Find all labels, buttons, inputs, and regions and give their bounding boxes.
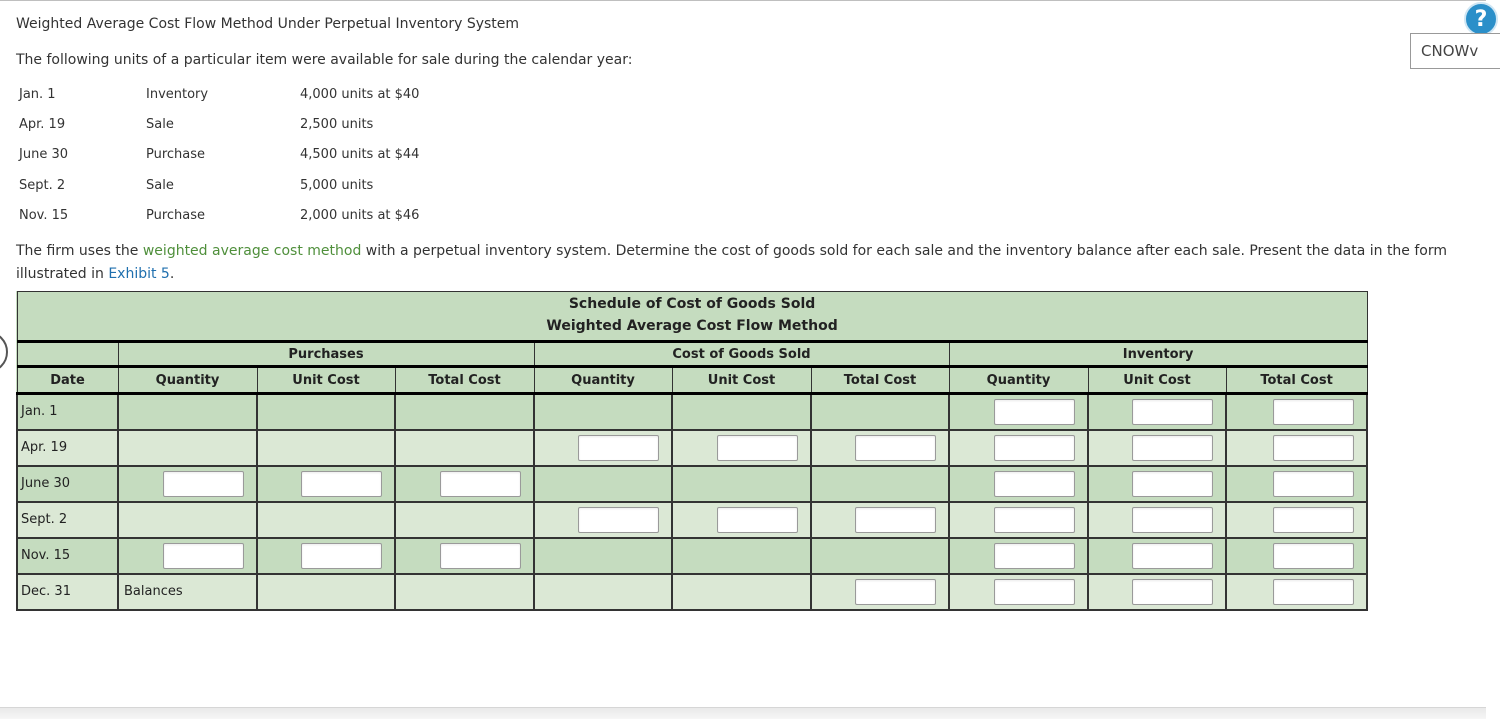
schedule-subtitle: Weighted Average Cost Flow Method (546, 318, 838, 334)
jan1-inventory-unit-cost-input[interactable] (1132, 399, 1213, 425)
apr19-cogs-quantity-input[interactable] (578, 435, 659, 461)
empty-cell (118, 430, 257, 466)
cogs-schedule-table (16, 291, 1368, 611)
empty-cell (672, 466, 811, 502)
cogs-group-header: Cost of Goods Sold (534, 342, 949, 367)
sep2-cogs-total-cost-input[interactable] (855, 507, 936, 533)
table-row (17, 538, 1367, 574)
sep2-inventory-unit-cost-input[interactable] (1132, 507, 1213, 533)
empty-cell (395, 502, 534, 538)
empty-cell (534, 538, 672, 574)
transaction-date: Apr. 19 (19, 117, 66, 132)
empty-cell (395, 394, 534, 430)
column-header-date: Date (17, 367, 118, 394)
empty-cell (395, 574, 534, 610)
problem-intro: The following units of a particular item were available for sale during the calendar year: (16, 52, 633, 68)
instructions-text (16, 240, 1482, 286)
dec31-inventory-quantity-input[interactable] (994, 579, 1075, 605)
instructions-part2: with a perpetual inventory system. Determine the cost of goods sold for each sale and the inventory balance after each sale. Present the data in the form illustrated in (16, 243, 1448, 282)
column-header-cogs-quantity: Quantity (534, 367, 672, 394)
nav-circle-icon[interactable] (0, 331, 8, 373)
empty-cell (534, 574, 672, 610)
table-row (17, 502, 1367, 538)
transaction-detail: 5,000 units (300, 178, 374, 193)
transaction-date: Sept. 2 (19, 178, 66, 193)
schedule-title-row (17, 292, 1367, 342)
dec31-inventory-total-cost-input[interactable] (1273, 579, 1354, 605)
problem-title: Weighted Average Cost Flow Method Under Perpetual Inventory System (16, 16, 520, 32)
table-row (17, 430, 1367, 466)
balances-label: Balances (118, 574, 257, 610)
row-date: Dec. 31 (17, 574, 118, 610)
schedule-title: Schedule of Cost of Goods Sold (568, 296, 816, 312)
row-date: Apr. 19 (17, 430, 118, 466)
column-header-inventory-quantity: Quantity (949, 367, 1088, 394)
group-header-empty (17, 342, 118, 367)
table-row (17, 394, 1367, 430)
empty-cell (257, 430, 395, 466)
column-header-purchases-quantity: Quantity (118, 367, 257, 394)
nov15-purchases-unit-cost-input[interactable] (301, 543, 382, 569)
table-row (17, 466, 1367, 502)
row-date: June 30 (17, 466, 118, 502)
top-divider (0, 0, 1486, 1)
inventory-group-header: Inventory (949, 342, 1367, 367)
transaction-detail: 4,500 units at $44 (300, 147, 420, 162)
transaction-type: Sale (146, 178, 174, 193)
nov15-inventory-quantity-input[interactable] (994, 543, 1075, 569)
apr19-inventory-total-cost-input[interactable] (1273, 435, 1354, 461)
dec31-cogs-total-cost-input[interactable] (855, 579, 936, 605)
schedule-title-cell (17, 292, 1367, 342)
sep2-cogs-unit-cost-input[interactable] (717, 507, 798, 533)
nov15-inventory-total-cost-input[interactable] (1273, 543, 1354, 569)
apr19-cogs-total-cost-input[interactable] (855, 435, 936, 461)
empty-cell (395, 430, 534, 466)
transaction-date: June 30 (19, 147, 68, 162)
transaction-detail: 4,000 units at $40 (300, 87, 420, 102)
jun30-inventory-total-cost-input[interactable] (1273, 471, 1354, 497)
apr19-cogs-unit-cost-input[interactable] (717, 435, 798, 461)
dec31-inventory-unit-cost-input[interactable] (1132, 579, 1213, 605)
empty-cell (811, 466, 949, 502)
jun30-purchases-quantity-input[interactable] (163, 471, 244, 497)
empty-cell (672, 574, 811, 610)
transaction-detail: 2,000 units at $46 (300, 208, 420, 223)
group-header-row (17, 342, 1367, 367)
jun30-purchases-total-cost-input[interactable] (440, 471, 521, 497)
empty-cell (672, 538, 811, 574)
empty-cell (257, 502, 395, 538)
column-header-purchases-unit-cost: Unit Cost (257, 367, 395, 394)
sep2-cogs-quantity-input[interactable] (578, 507, 659, 533)
column-header-cogs-total-cost: Total Cost (811, 367, 949, 394)
instructions-part1: The firm uses the (16, 243, 143, 259)
column-header-row (17, 367, 1367, 394)
empty-cell (534, 466, 672, 502)
column-header-inventory-total-cost: Total Cost (1226, 367, 1367, 394)
column-header-inventory-unit-cost: Unit Cost (1088, 367, 1226, 394)
column-header-cogs-unit-cost: Unit Cost (672, 367, 811, 394)
sep2-inventory-quantity-input[interactable] (994, 507, 1075, 533)
transaction-type: Purchase (146, 208, 206, 223)
transaction-type: Inventory (146, 87, 209, 102)
nov15-purchases-total-cost-input[interactable] (440, 543, 521, 569)
sep2-inventory-total-cost-input[interactable] (1273, 507, 1354, 533)
column-header-purchases-total-cost: Total Cost (395, 367, 534, 394)
empty-cell (534, 394, 672, 430)
empty-cell (672, 394, 811, 430)
row-date: Sept. 2 (17, 502, 118, 538)
nov15-purchases-quantity-input[interactable] (163, 543, 244, 569)
transaction-type: Purchase (146, 147, 206, 162)
empty-cell (118, 394, 257, 430)
table-row (17, 574, 1367, 610)
jan1-inventory-quantity-input[interactable] (994, 399, 1075, 425)
transaction-date: Jan. 1 (19, 87, 56, 102)
transaction-detail: 2,500 units (300, 117, 374, 132)
empty-cell (118, 502, 257, 538)
transaction-type: Sale (146, 117, 174, 132)
jun30-purchases-unit-cost-input[interactable] (301, 471, 382, 497)
jan1-inventory-total-cost-input[interactable] (1273, 399, 1354, 425)
empty-cell (257, 574, 395, 610)
row-date: Nov. 15 (17, 538, 118, 574)
transaction-date: Nov. 15 (19, 208, 69, 223)
bottom-divider (0, 707, 1486, 719)
empty-cell (811, 394, 949, 430)
instructions-part3: . (169, 266, 175, 282)
row-date: Jan. 1 (17, 394, 118, 430)
empty-cell (811, 538, 949, 574)
weighted-average-method-link[interactable]: weighted average cost method (142, 243, 362, 259)
jun30-inventory-unit-cost-input[interactable] (1132, 471, 1213, 497)
cnow-tab[interactable]: CNOWv (1410, 33, 1500, 69)
apr19-inventory-quantity-input[interactable] (994, 435, 1075, 461)
jun30-inventory-quantity-input[interactable] (994, 471, 1075, 497)
apr19-inventory-unit-cost-input[interactable] (1132, 435, 1213, 461)
exhibit-5-link[interactable]: Exhibit 5 (108, 266, 170, 282)
nov15-inventory-unit-cost-input[interactable] (1132, 543, 1213, 569)
empty-cell (257, 394, 395, 430)
help-icon[interactable]: ? (1464, 2, 1498, 36)
purchases-group-header: Purchases (118, 342, 534, 367)
